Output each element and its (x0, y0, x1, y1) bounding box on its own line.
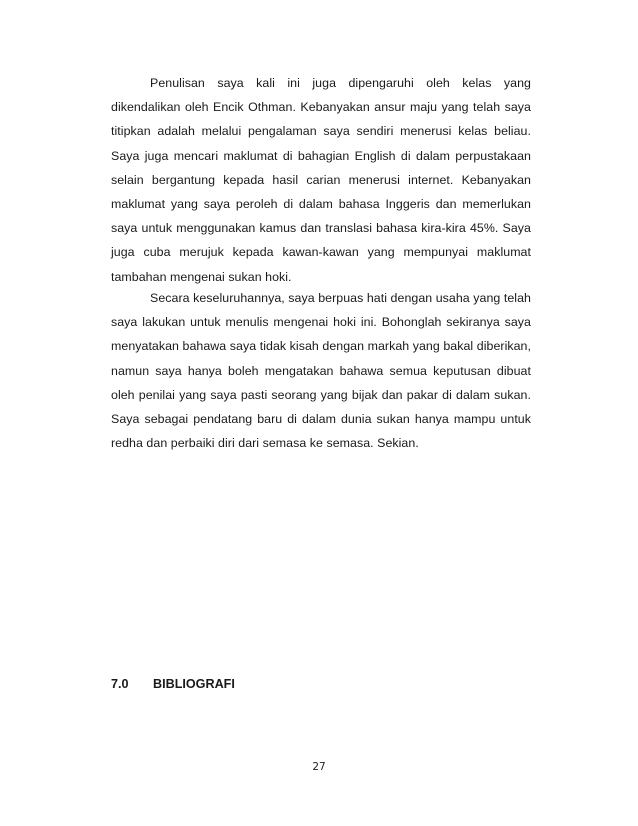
page-number: 27 (312, 761, 326, 773)
section-heading-bibliography (111, 677, 235, 691)
section-number: 7.0 (111, 677, 129, 691)
paragraph-conclusion: Secara keseluruhannya, saya berpuas hati dengan usaha yang telah saya lakukan untuk menulis mengenai hoki ini. Bohonglah sekiranya saya menyatakan bahawa saya tidak kisah dengan markah yang bakal diberikan, namun saya hanya boleh mengatakan bahawa semua keputusan dibuat oleh penilai yang saya pasti seorang yang bijak dan pakar di dalam sukan. Saya sebagai pendatang baru di dalam dunia sukan hanya mampu untuk redha dan perbaiki diri dari semasa ke semasa. Sekian. (111, 291, 531, 451)
section-title: BIBLIOGRAFI (153, 677, 235, 691)
paragraph-writing-influences: Penulisan saya kali ini juga dipengaruhi oleh kelas yang dikendalikan oleh Encik Othman. Kebanyakan ansur maju yang telah saya titipkan adalah melalui pengalaman saya sendiri menerusi kelas beliau. Saya juga mencari maklumat di bahagian English di dalam perpustakaan selain bergantung kepada hasil carian menerusi internet. Kebanyakan maklumat yang saya peroleh di dalam bahasa Inggeris dan memerlukan saya untuk menggunakan kamus dan translasi bahasa kira-kira 45%. Saya juga cuba merujuk kepada kawan-kawan yang mempunyai maklumat tambahan mengenai sukan hoki. (111, 76, 531, 284)
